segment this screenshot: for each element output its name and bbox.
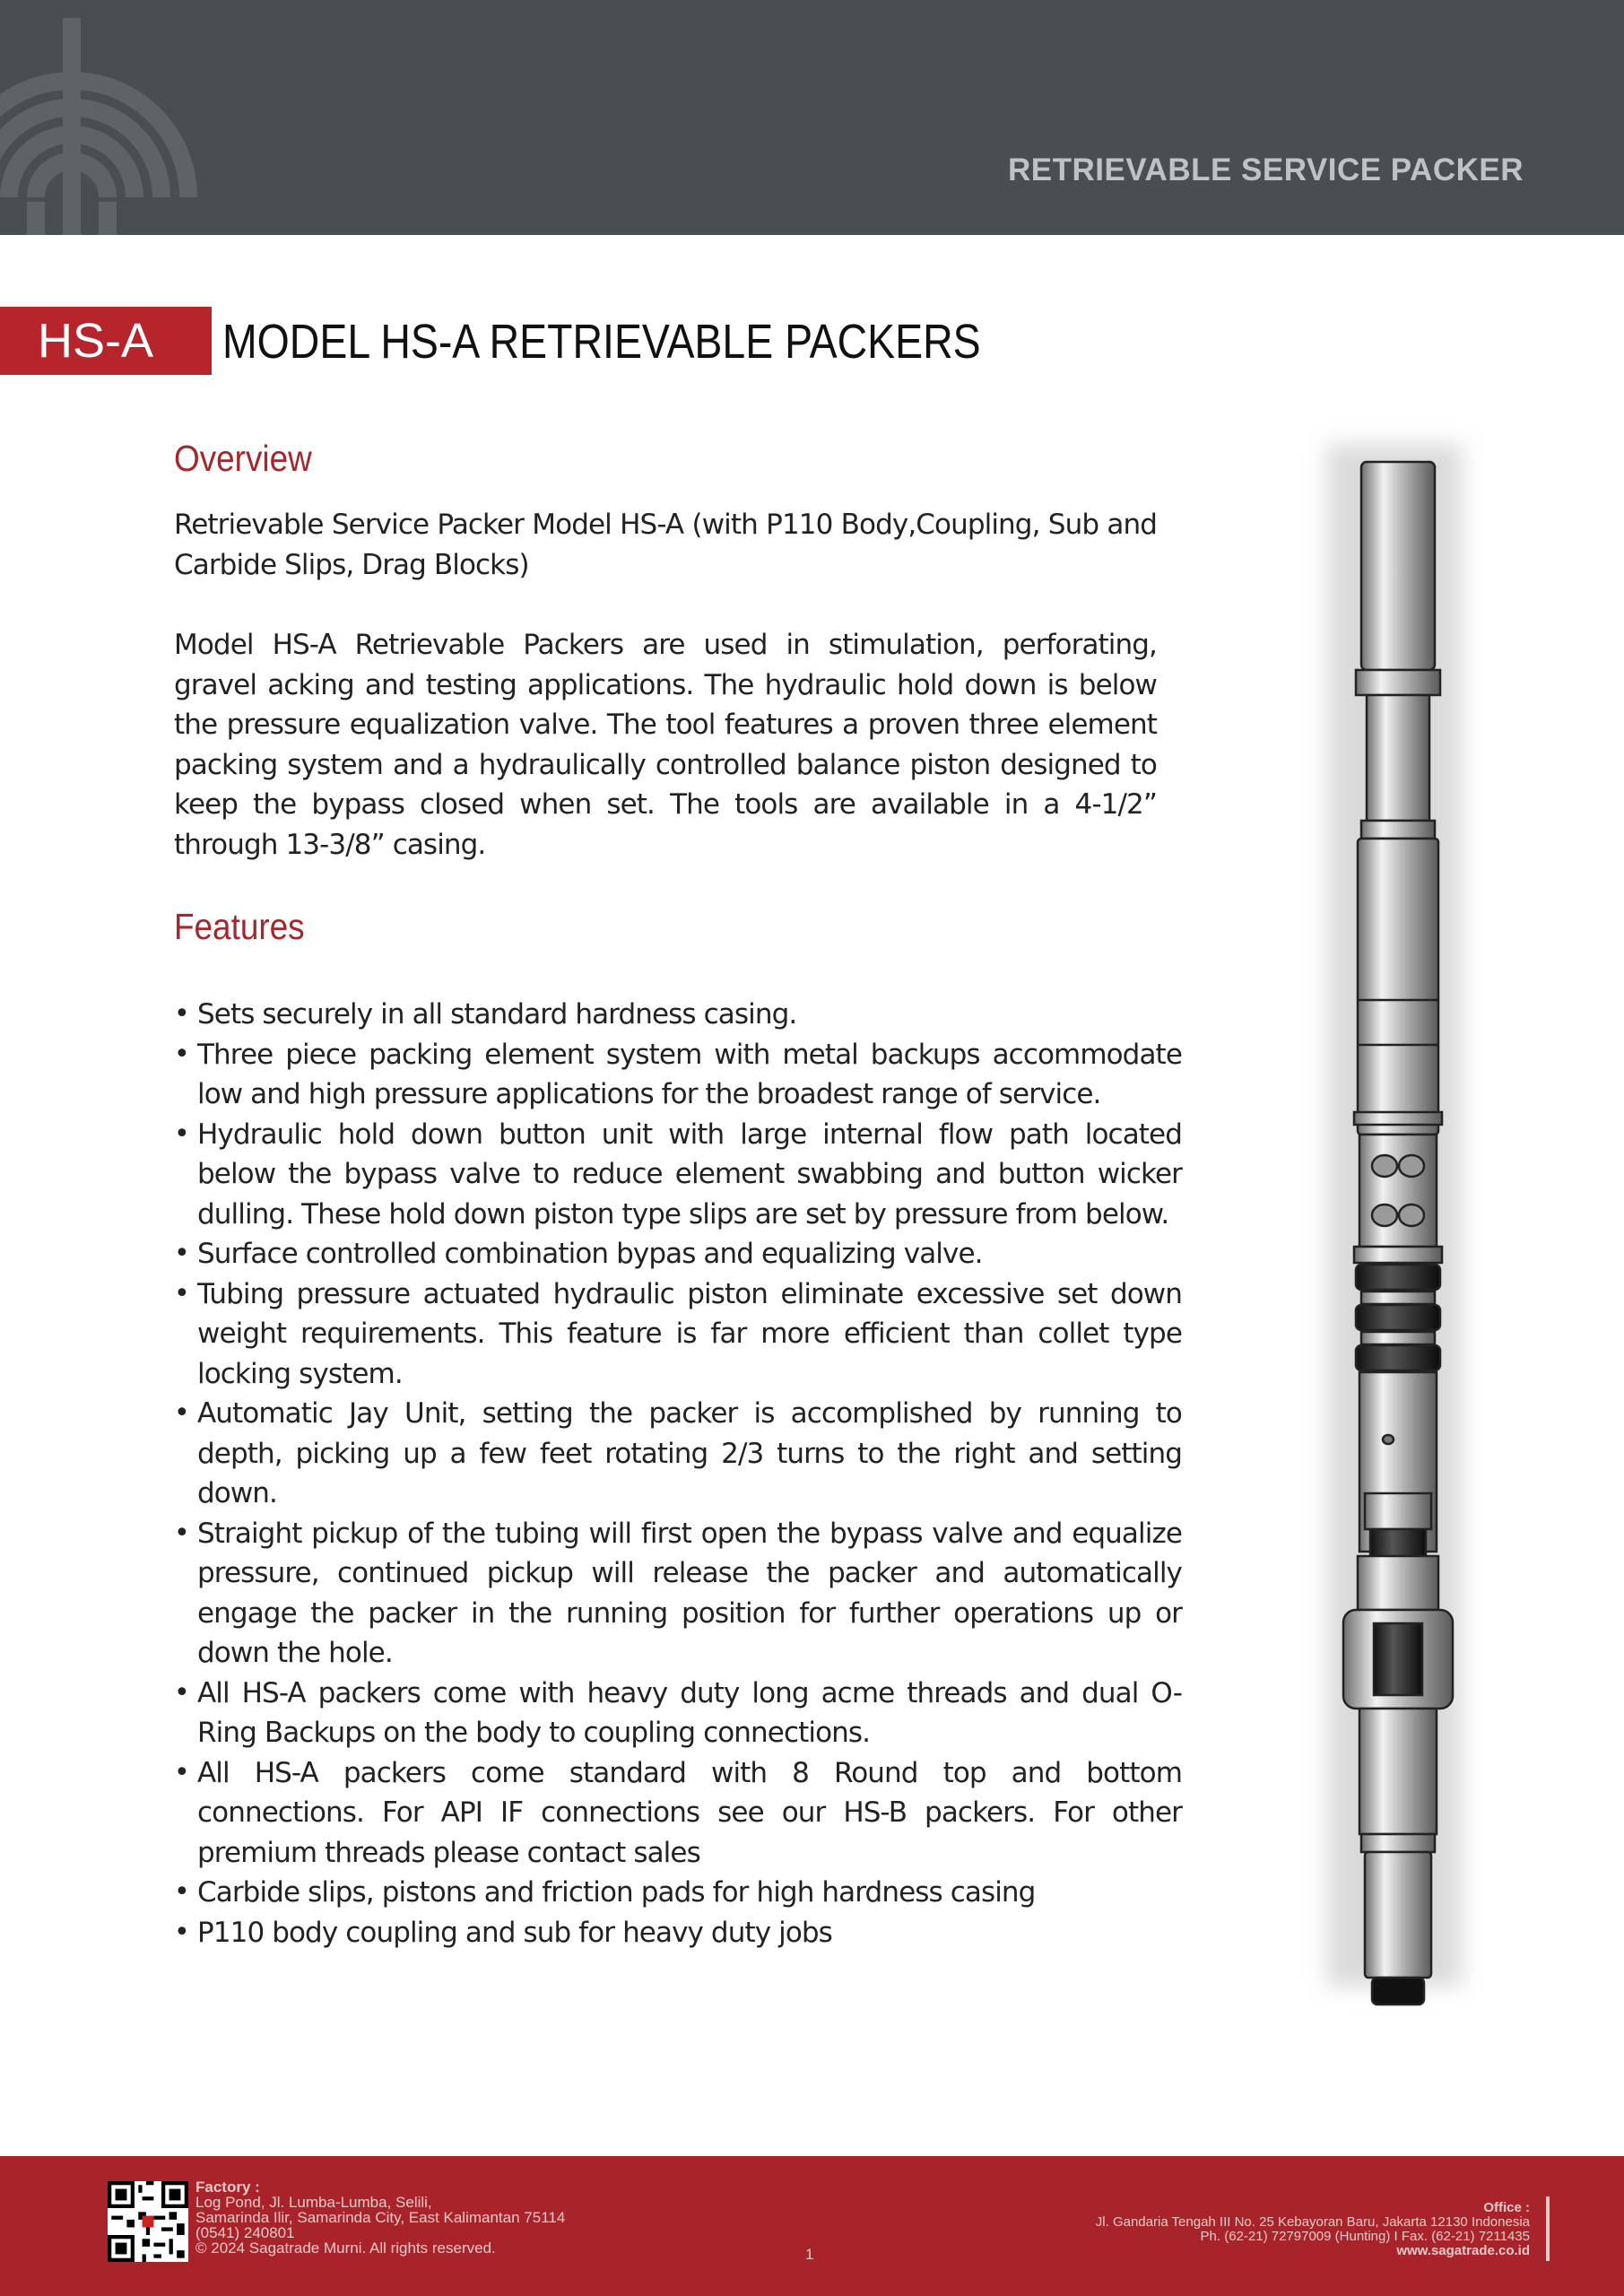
list-item: • Sets securely in all standard hardness casing. bbox=[174, 995, 1182, 1035]
copyright: © 2024 Sagatrade Murni. All rights reserved. bbox=[195, 2239, 496, 2257]
list-item: • P110 body coupling and sub for heavy duty jobs bbox=[174, 1913, 1182, 1953]
header-title: RETRIEVABLE SERVICE PACKER bbox=[1007, 152, 1524, 187]
qr-code-icon bbox=[108, 2181, 188, 2262]
page-title: MODEL HS-A RETRIEVABLE PACKERS bbox=[222, 315, 981, 369]
factory-line-2: Samarinda Ilir, Samarinda City, East Kalimantan 75114 bbox=[195, 2209, 566, 2226]
list-item: • Carbide slips, pistons and friction pads for high hardness casing bbox=[174, 1873, 1182, 1913]
list-item: • Hydraulic hold down button unit with large internal flow path located below the bypass valve to reduce element swabbing and button wicker dulling. These hold down piston type slips are set by pressure from below. bbox=[174, 1115, 1182, 1235]
list-item: • All HS-A packers come standard with 8 Round top and bottom connections. For API IF connections see our HS-B packers. For other premium threads please contact sales bbox=[174, 1753, 1182, 1874]
packer-tool-image bbox=[1273, 417, 1502, 2022]
list-item: • All HS-A packers come with heavy duty long acme threads and dual O-Ring Backups on the body to coupling connections. bbox=[174, 1674, 1182, 1753]
features-list bbox=[174, 995, 1182, 1952]
features-heading: Features bbox=[174, 906, 305, 947]
list-item: • Three piece packing element system with metal backups accommodate low and high pressure applications for the broadest range of service. bbox=[174, 1035, 1182, 1115]
list-item: • Straight pickup of the tubing will first open the bypass valve and equalize pressure, continued pickup will release the packer and automatically engage the packer in the running position for further operations up or down the hole. bbox=[174, 1514, 1182, 1674]
factory-label: Factory : bbox=[195, 2179, 260, 2196]
office-line-2: Ph. (62-21) 72797009 (Hunting) I Fax. (62-21) 7211435 bbox=[1200, 2229, 1530, 2244]
overview-body: Model HS-A Retrievable Packers are used in stimulation, perforating, gravel acking and testing applications. The hydraulic hold down is below the pressure equalization valve. The tool features a proven three element packing system and a hydraulically controlled balance piston designed to keep the bypass closed when set. The tools are available in a 4-1/2” through 13-3/8” casing. bbox=[174, 629, 1157, 861]
footer-divider bbox=[1546, 2196, 1550, 2261]
list-item: • Surface controlled combination bypas and equalizing valve. bbox=[174, 1234, 1182, 1274]
page-header bbox=[0, 0, 1624, 235]
office-line-1: Jl. Gandaria Tengah III No. 25 Kebayoran Baru, Jakarta 12130 Indonesia bbox=[1095, 2214, 1530, 2230]
office-label: Office : bbox=[1483, 2200, 1530, 2215]
list-item: • Automatic Jay Unit, setting the packer is accomplished by running to depth, picking up a few feet rotating 2/3 turns to the right and setting down. bbox=[174, 1394, 1182, 1514]
page-number: 1 bbox=[805, 2246, 814, 2263]
company-logo-icon bbox=[0, 18, 242, 235]
page-footer bbox=[0, 2156, 1624, 2296]
factory-address bbox=[195, 2179, 565, 2256]
model-code-badge: HS-A bbox=[0, 307, 212, 375]
factory-line-1: Log Pond, Jl. Lumba-Lumba, Selili, bbox=[195, 2194, 432, 2211]
factory-phone: (0541) 240801 bbox=[195, 2224, 295, 2241]
website-link[interactable]: www.sagatrade.co.id bbox=[1396, 2243, 1530, 2258]
overview-heading: Overview bbox=[174, 438, 312, 479]
list-item: • Tubing pressure actuated hydraulic piston eliminate excessive set down weight requirements. This feature is far more efficient than collet type locking system. bbox=[174, 1274, 1182, 1395]
overview-intro: Retrievable Service Packer Model HS-A (with P110 Body,Coupling, Sub and Carbide Slips, Drag Blocks) bbox=[174, 509, 1157, 581]
office-address bbox=[1096, 2201, 1530, 2258]
